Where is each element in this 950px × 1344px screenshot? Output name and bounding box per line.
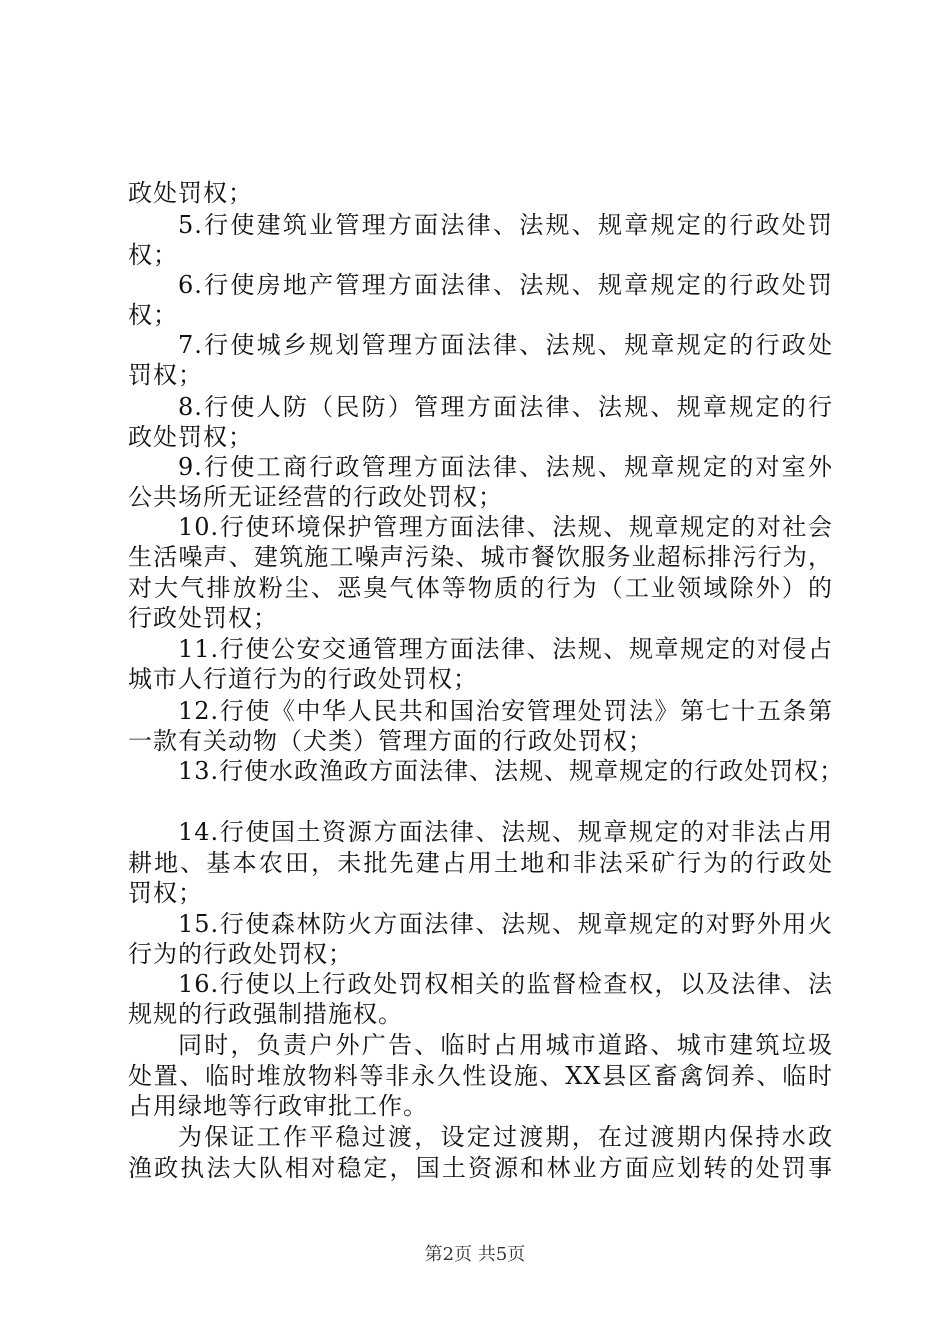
text-line: 城市人行道行为的行政处罚权； [128,665,478,693]
text-line: 一款有关动物（犬类）管理方面的行政处罚权； [128,727,653,755]
text-line: 16.行使以上行政处罚权相关的监督检查权，以及法律、法 [178,970,833,998]
text-line: 5.行使建筑业管理方面法律、法规、规章规定的行政处罚 [178,211,833,239]
text-line: 占用绿地等行政审批工作。 [128,1092,428,1120]
text-line: 罚权； [128,361,203,389]
text-line: 政处罚权； [128,179,253,207]
text-line: 7.行使城乡规划管理方面法律、法规、规章规定的行政处 [178,331,833,359]
text-line: 处置、临时堆放物料等非永久性设施、XX县区畜禽饲养、临时 [128,1062,833,1090]
text-line: 政处罚权； [128,423,253,451]
page-footer: 第2页 共5页 [424,1244,526,1265]
text-line: 权； [128,301,178,329]
text-line: 6.行使房地产管理方面法律、法规、规章规定的行政处罚 [178,271,833,299]
text-line: 公共场所无证经营的行政处罚权； [128,483,503,511]
text-line: 耕地、基本农田，未批先建占用土地和非法采矿行为的行政处 [128,849,833,877]
text-line: 行为的行政处罚权； [128,940,353,968]
text-line: 9.行使工商行政管理方面法律、法规、规章规定的对室外 [178,453,833,481]
text-line: 13.行使水政渔政方面法律、法规、规章规定的行政处罚权； [178,757,845,785]
text-line: 权； [128,241,178,269]
text-line: 8.行使人防（民防）管理方面法律、法规、规章规定的行 [178,393,833,421]
text-line: 11.行使公安交通管理方面法律、法规、规章规定的对侵占 [178,635,833,663]
text-line: 14.行使国土资源方面法律、法规、规章规定的对非法占用 [178,818,833,846]
text-line: 罚权； [128,879,203,907]
text-line: 15.行使森林防火方面法律、法规、规章规定的对野外用火 [178,910,833,938]
text-line: 渔政执法大队相对稳定，国土资源和林业方面应划转的处罚事 [128,1154,833,1182]
text-line: 为保证工作平稳过渡，设定过渡期，在过渡期内保持水政 [178,1123,833,1151]
text-line: 对大气排放粉尘、恶臭气体等物质的行为（工业领域除外）的 [128,574,833,602]
text-line: 同时，负责户外广告、临时占用城市道路、城市建筑垃圾 [178,1031,833,1059]
text-line: 生活噪声、建筑施工噪声污染、城市餐饮服务业超标排污行为， [128,543,833,571]
text-line: 规规的行政强制措施权。 [128,1000,403,1028]
text-line: 10.行使环境保护管理方面法律、法规、规章规定的对社会 [178,513,833,541]
text-line: 行政处罚权； [128,604,278,632]
text-line: 12.行使《中华人民共和国治安管理处罚法》第七十五条第 [178,697,833,725]
